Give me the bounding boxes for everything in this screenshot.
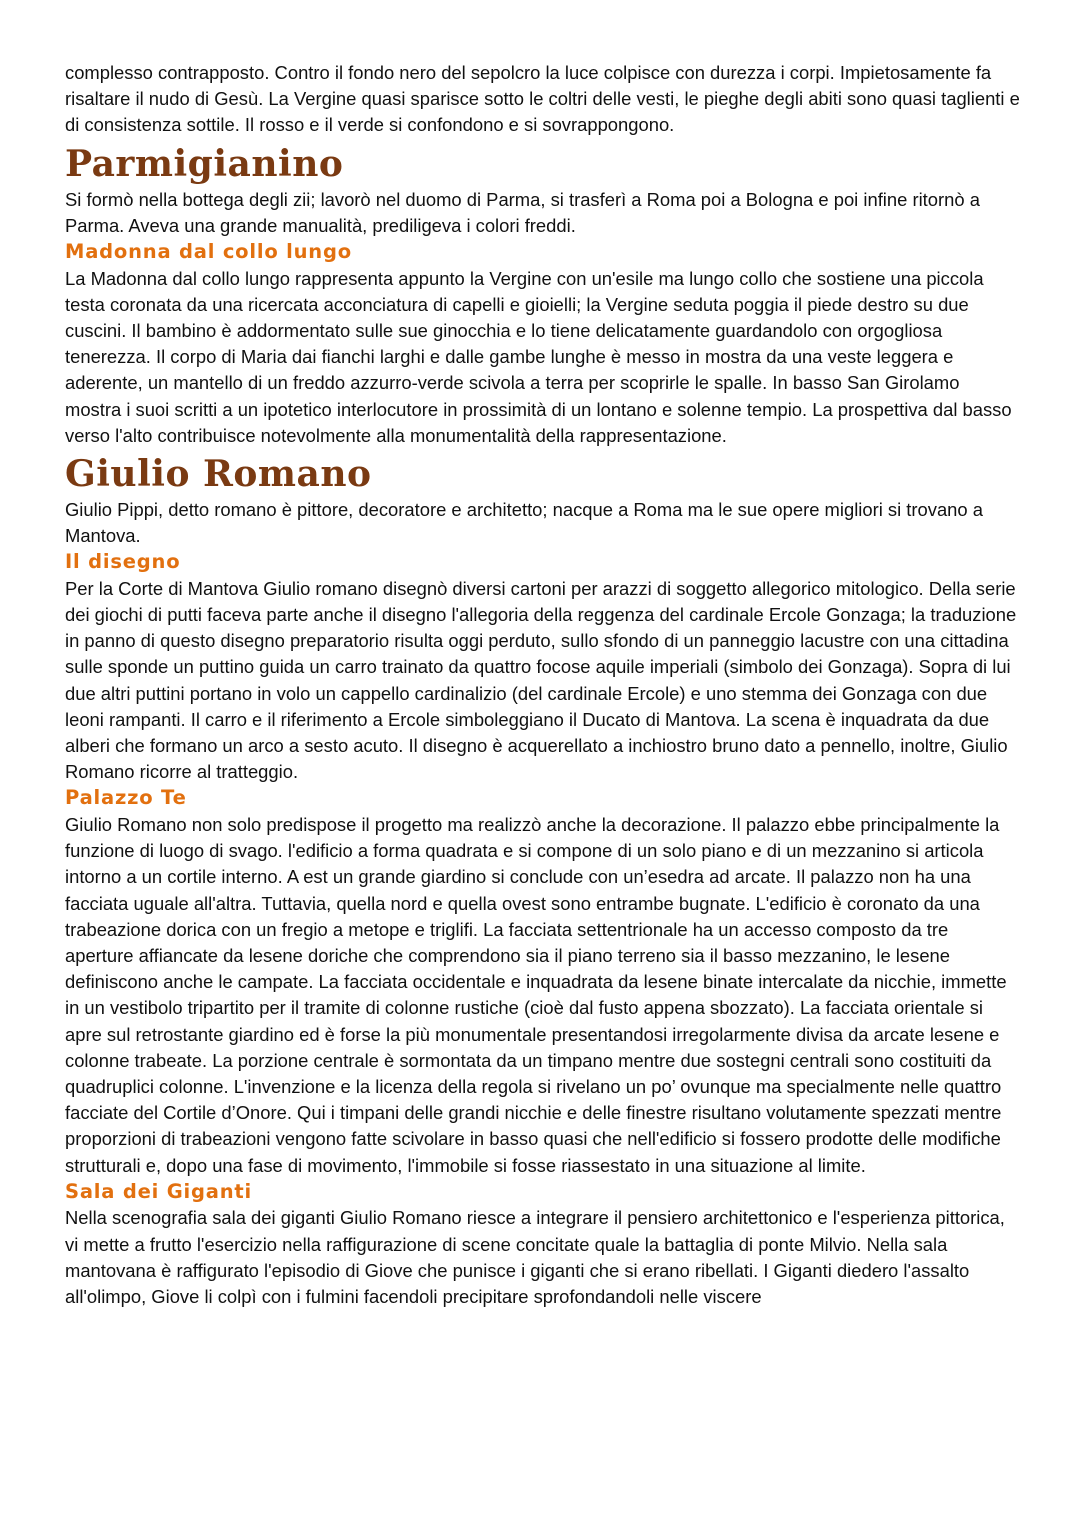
document-page — [65, 60, 1020, 1310]
heading-il-disegno: Il disegno — [65, 550, 181, 574]
heading-palazzo-te: Palazzo Te — [65, 786, 187, 810]
intro-paragraph: complesso contrapposto. Contro il fondo nero del sepolcro la luce colpisce con durezza i corpi. Impietosamente fa risaltare il nudo di Gesù. La Vergine quasi sparisce sotto le coltri delle vesti, le pieghe degli abiti sono quasi taglienti e di consistenza sottile. Il rosso e il verde si confondono e si sovrappongono. — [65, 62, 1020, 136]
giulio-intro: Giulio Pippi, detto romano è pittore, decoratore e architetto; nacque a Roma ma le sue opere migliori si trovano a Mantova. — [65, 498, 983, 547]
heading-madonna-collo-lungo: Madonna dal collo lungo — [65, 240, 352, 264]
section-title-parmigianino: Parmigianino — [65, 142, 344, 185]
sala-paragraph: Nella scenografia sala dei giganti Giulio Romano riesce a integrare il pensiero architettonico e l'esperienza pittorica, vi mette a frutto l'esercizio nella raffigurazione di scene concitate quale la battaglia di ponte Milvio. Nella sala mantovana è raffigurato l'episodio di Giove che punisce i giganti che si erano ribellati. I Giganti diedero l'assalto all'olimpo, Giove li colpì con i fulmini facendoli precipitare sprofondandoli nelle viscere — [65, 1207, 1005, 1307]
madonna-paragraph: La Madonna dal collo lungo rappresenta appunto la Vergine con un'esile ma lungo collo che sostiene una piccola testa coronata da una ricercata acconciatura di capelli e gioielli; la Vergine seduta poggia il piede destro su due cuscini. Il bambino è addormentato sulle sue ginocchia e lo tiene delicatamente guardandolo con orgogliosa tenerezza. Il corpo di Maria dai fianchi larghi e dalle gambe lunghe è messo in mostra da una veste leggera e aderente, un mantello di un freddo azzurro-verde scivola a terra per scoprirle le spalle. In basso San Girolamo mostra i suoi scritti a un ipotetico interlocutore in prossimità di un lontano e solenne tempio. La prospettiva dal basso verso l'alto contribuisce notevolmente alla monumentalità della rappresentazione. — [65, 267, 1012, 446]
heading-sala-dei-giganti: Sala dei Giganti — [65, 1179, 252, 1203]
section-title-giulio-romano: Giulio Romano — [65, 452, 372, 495]
palazzo-paragraph: Giulio Romano non solo predispose il progetto ma realizzò anche la decorazione. Il palazzo ebbe principalmente la funzione di luogo di svago. l'edificio a forma quadrata e si compone di un solo piano e di un mezzanino si articola intorno a un cortile interno. A est un grande giardino si conclude con un’esedra ad arcate. Il palazzo non ha una facciata uguale all'altra. Tuttavia, quella nord e quella ovest sono entrambe bugnate. L'edificio è coronato da una trabeazione dorica con un fregio a metope e triglifi. La facciata settentrionale ha un accesso composto da tre aperture affiancate da lesene doriche che comprendono sia il piano terreno sia il basso mezzanino, le lesene definiscono anche le campate. La facciata occidentale e inquadrata da lesene binate intercalate da nicchie, immette in un vestibolo tripartito per il tramite di colonne rustiche (cioè dal fusto appena sbozzato). La facciata orientale si apre sul retrostante giardino ed è forse la più monumentale presentandosi irregolarmente divisa da arcate lesene e colonne trabeate. La porzione centrale è sormontata da un timpano mentre due sostegni centrali sono costituiti da quadruplici colonne. L'invenzione e la licenza della regola si rivelano un po’ ovunque ma specialmente nelle quattro facciate del Cortile d’Onore. Qui i timpani delle grandi nicchie e delle finestre risultano volutamente spezzati mentre proporzioni di trabeazioni vengono fatte scivolare in basso quasi che nell'edificio si fossero prodotte delle modifiche strutturali e, dopo una fase di movimento, l'immobile si fosse riassestato in una situazione al limite. — [65, 813, 1007, 1176]
disegno-paragraph: Per la Corte di Mantova Giulio romano disegnò diversi cartoni per arazzi di soggetto allegorico mitologico. Della serie dei giochi di putti faceva parte anche il disegno l'allegoria della reggenza del cardinale Ercole Gonzaga; la traduzione in panno di questo disegno preparatorio risulta oggi perduto, sullo sfondo di un panneggio lacustre con una cittadina sulle sponde un puttino guida un carro trainato da quattro focose aquile imperiali (simbolo dei Gonzaga). Sopra di lui due altri puttini portano in volo un cappello cardinalizio (del cardinale Ercole) e uno stemma dei Gonzaga con due leoni rampanti. Il carro e il riferimento a Ercole simboleggiano il Ducato di Mantova. La scena è inquadrata da due alberi che formano un arco a sesto acuto. Il disegno è acquerellato a inchiostro bruno dato a pennello, inoltre, Giulio Romano ricorre al tratteggio. — [65, 577, 1017, 783]
parmigianino-intro: Si formò nella bottega degli zii; lavorò nel duomo di Parma, si trasferì a Roma poi a Bologna e poi infine ritornò a Parma. Aveva una grande manualità, prediligeva i colori freddi. — [65, 188, 980, 236]
